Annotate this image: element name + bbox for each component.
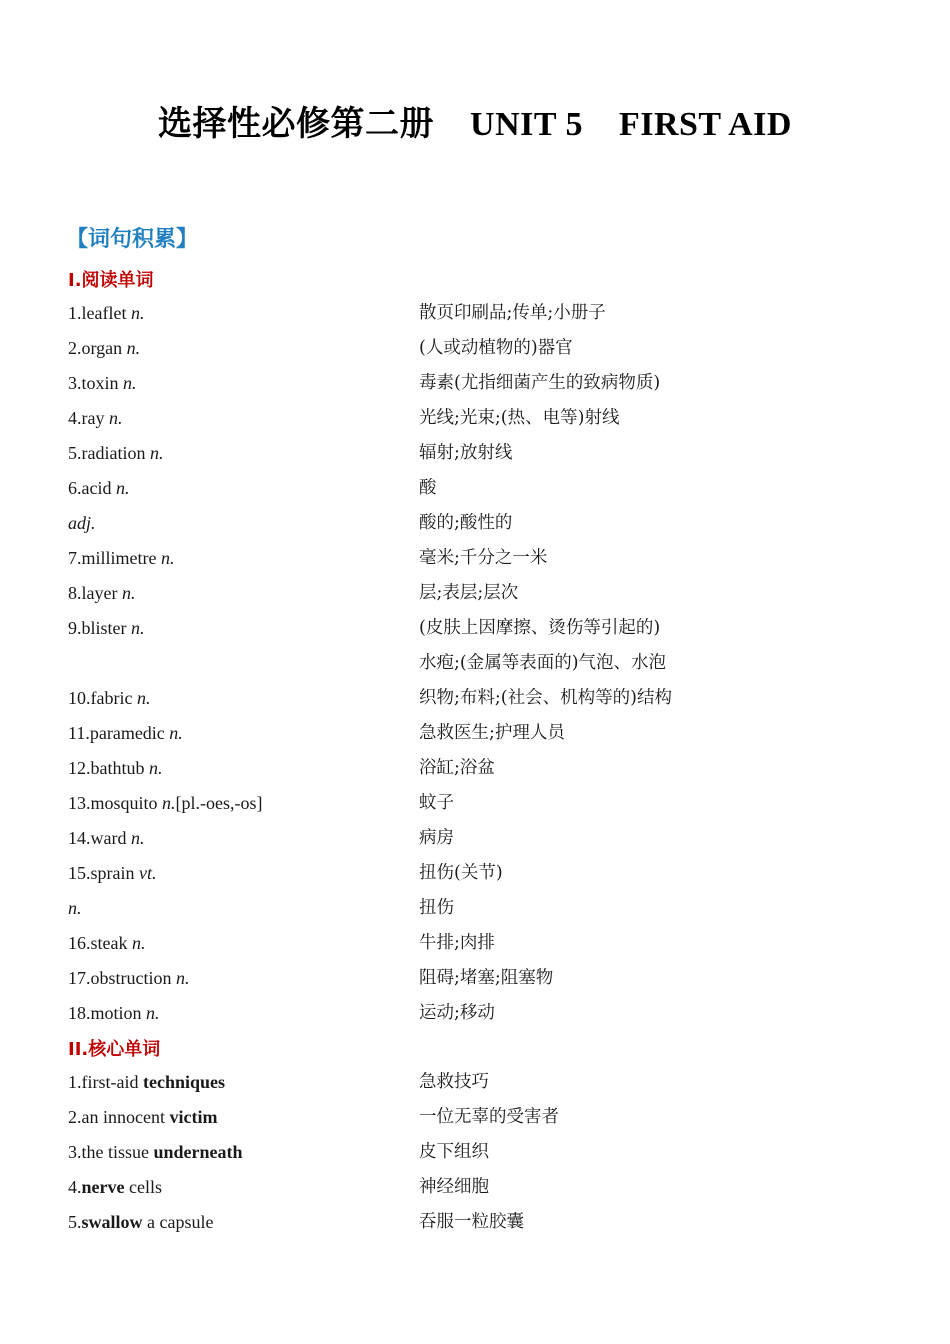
vocab-row xyxy=(68,896,888,931)
vocab-meaning: 病房 xyxy=(419,828,454,848)
item-number: 5. xyxy=(68,1212,82,1232)
vocab-term xyxy=(68,476,129,500)
vocab-meaning: 阻碍;堵塞;阻塞物 xyxy=(419,968,554,988)
part-of-speech: n. xyxy=(136,688,151,708)
phrase-row xyxy=(68,1105,888,1140)
vocab-row xyxy=(68,791,888,826)
vocab-word: layer xyxy=(81,583,122,603)
phrase-prefix: an innocent xyxy=(81,1107,170,1127)
vocab-term xyxy=(68,826,144,850)
vocab-meaning: 光线;光束;(热、电等)射线 xyxy=(419,408,620,428)
vocab-term xyxy=(68,756,163,780)
vocab-meaning: 织物;布料;(社会、机构等的)结构 xyxy=(419,688,672,708)
part-of-speech: n. xyxy=(149,758,163,778)
vocab-meaning: 浴缸;浴盆 xyxy=(419,758,495,778)
vocab-row xyxy=(68,441,888,476)
vocab-meaning: 散页印刷品;传单;小册子 xyxy=(419,303,606,323)
part-of-speech: n. xyxy=(176,968,190,988)
vocab-word: acid xyxy=(81,478,116,498)
vocab-row xyxy=(68,686,888,721)
vocab-meaning: 酸的;酸性的 xyxy=(419,513,513,533)
phrase-term xyxy=(68,1140,243,1164)
item-number: 4. xyxy=(68,1177,82,1197)
part-of-speech: n. xyxy=(131,618,145,638)
vocab-meaning: 运动;移动 xyxy=(419,1003,495,1023)
part-of-speech: n. xyxy=(149,443,164,463)
item-number: 16. xyxy=(68,933,91,953)
item-number: 14. xyxy=(68,828,91,848)
phrase-term xyxy=(68,1070,225,1094)
phrase-term xyxy=(68,1175,162,1199)
item-number: 5. xyxy=(68,443,82,463)
vocab-row xyxy=(68,616,888,651)
reading-words-heading: I.阅读单词 xyxy=(68,270,154,291)
part-of-speech: n. xyxy=(115,478,130,498)
vocab-row xyxy=(68,371,888,406)
vocab-term xyxy=(68,1001,160,1025)
vocab-term xyxy=(68,791,263,815)
page-title: 选择性必修第二册 UNIT 5 FIRST AID xyxy=(158,106,792,143)
core-word: techniques xyxy=(142,1072,225,1092)
vocab-term xyxy=(68,546,174,570)
phrase-prefix: the tissue xyxy=(81,1142,154,1162)
plural-note: [pl.-oes,-os] xyxy=(175,793,263,813)
vocab-term xyxy=(68,511,96,535)
vocab-row xyxy=(68,581,888,616)
item-number: 7. xyxy=(68,548,82,568)
phrase-meaning: 一位无辜的受害者 xyxy=(419,1107,559,1127)
phrase-suffix: cells xyxy=(124,1177,162,1197)
phrase-row xyxy=(68,1070,888,1105)
core-word: nerve xyxy=(81,1177,125,1197)
reading-words-list xyxy=(68,301,888,1036)
part-of-speech: n. xyxy=(130,828,145,848)
part-of-speech: n. xyxy=(121,583,136,603)
vocab-row xyxy=(68,861,888,896)
vocab-term xyxy=(68,301,144,325)
vocab-word: organ xyxy=(81,338,127,358)
part-of-speech: n. xyxy=(146,1003,160,1023)
vocab-term xyxy=(68,861,157,885)
vocab-word: ward xyxy=(90,828,131,848)
part-of-speech: vt. xyxy=(139,863,157,883)
vocab-meaning: 牛排;肉排 xyxy=(419,933,495,953)
vocab-row xyxy=(68,651,888,686)
item-number: 10. xyxy=(68,688,91,708)
phrase-term xyxy=(68,1210,213,1234)
phrase-meaning: 急救技巧 xyxy=(419,1072,489,1092)
item-number: 12. xyxy=(68,758,91,778)
part-of-speech: n. xyxy=(130,303,145,323)
vocab-meaning: 层;表层;层次 xyxy=(419,583,519,603)
vocab-meaning: 蚊子 xyxy=(419,793,454,813)
vocab-word: toxin xyxy=(81,373,124,393)
section-heading: 【词句积累】 xyxy=(66,227,199,252)
item-number: 4. xyxy=(68,408,82,428)
core-word: underneath xyxy=(153,1142,243,1162)
vocab-row xyxy=(68,931,888,966)
vocab-word: steak xyxy=(90,933,132,953)
vocab-meaning: 急救医生;护理人员 xyxy=(419,723,565,743)
vocab-term xyxy=(68,896,82,920)
item-number: 2. xyxy=(68,338,82,358)
item-number: 6. xyxy=(68,478,82,498)
vocab-term xyxy=(68,931,145,955)
phrase-term xyxy=(68,1105,217,1129)
item-number: 15. xyxy=(68,863,91,883)
vocab-meaning: 扭伤(关节) xyxy=(419,863,503,883)
vocab-word: obstruction xyxy=(90,968,176,988)
part-of-speech: n. xyxy=(131,933,146,953)
vocab-term xyxy=(68,441,163,465)
vocab-word: blister xyxy=(81,618,131,638)
item-number: 11. xyxy=(68,723,90,743)
vocab-meaning: 毒素(尤指细菌产生的致病物质) xyxy=(419,373,661,393)
core-words-heading: II.核心单词 xyxy=(68,1039,161,1060)
item-number: 2. xyxy=(68,1107,82,1127)
vocab-row xyxy=(68,1001,888,1036)
vocab-word: paramedic xyxy=(89,723,170,743)
phrase-meaning: 吞服一粒胶囊 xyxy=(419,1212,524,1232)
core-word: victim xyxy=(169,1107,218,1127)
vocab-word: millimetre xyxy=(81,548,161,568)
part-of-speech: n. xyxy=(68,898,82,918)
part-of-speech: n. xyxy=(162,793,176,813)
core-words-list xyxy=(68,1070,888,1245)
phrase-row xyxy=(68,1140,888,1175)
part-of-speech: n. xyxy=(108,408,123,428)
vocab-row xyxy=(68,336,888,371)
vocab-term xyxy=(68,581,135,605)
vocab-row xyxy=(68,546,888,581)
vocab-row xyxy=(68,966,888,1001)
vocab-term xyxy=(68,616,145,640)
vocab-word: motion xyxy=(90,1003,147,1023)
vocab-term xyxy=(68,721,183,745)
item-number: 9. xyxy=(68,618,82,638)
vocab-word: radiation xyxy=(81,443,150,463)
vocab-term xyxy=(68,686,150,710)
item-number: 1. xyxy=(68,303,82,323)
phrase-row xyxy=(68,1175,888,1210)
vocab-term xyxy=(68,371,137,395)
vocab-meaning: 酸 xyxy=(419,478,437,498)
item-number: 17. xyxy=(68,968,91,988)
part-of-speech: n. xyxy=(126,338,141,358)
item-number: 13. xyxy=(68,793,91,813)
phrase-meaning: 皮下组织 xyxy=(419,1142,489,1162)
vocab-row xyxy=(68,721,888,756)
part-of-speech: n. xyxy=(123,373,137,393)
item-number: 3. xyxy=(68,373,82,393)
vocab-word: mosquito xyxy=(90,793,163,813)
vocab-row xyxy=(68,511,888,546)
part-of-speech: adj. xyxy=(68,513,96,533)
part-of-speech: n. xyxy=(169,723,183,743)
item-number: 1. xyxy=(68,1072,82,1092)
vocab-meaning: (皮肤上因摩擦、烫伤等引起的) xyxy=(419,618,661,638)
vocab-term xyxy=(68,336,140,360)
vocab-row xyxy=(68,406,888,441)
vocab-word: leaflet xyxy=(81,303,131,323)
vocab-meaning: 辐射;放射线 xyxy=(419,443,513,463)
phrase-row xyxy=(68,1210,888,1245)
vocab-row xyxy=(68,476,888,511)
part-of-speech: n. xyxy=(160,548,175,568)
item-number: 3. xyxy=(68,1142,82,1162)
phrase-prefix: first-aid xyxy=(81,1072,143,1092)
phrase-suffix: a capsule xyxy=(142,1212,214,1232)
vocab-row xyxy=(68,826,888,861)
vocab-term xyxy=(68,966,190,990)
vocab-term xyxy=(68,406,122,430)
vocab-meaning: 水疱;(金属等表面的)气泡、水泡 xyxy=(419,653,667,673)
item-number: 8. xyxy=(68,583,82,603)
vocab-word: sprain xyxy=(90,863,139,883)
vocab-meaning: 扭伤 xyxy=(419,898,454,918)
vocab-row xyxy=(68,756,888,791)
phrase-meaning: 神经细胞 xyxy=(419,1177,489,1197)
vocab-meaning: (人或动植物的)器官 xyxy=(419,338,573,358)
core-word: swallow xyxy=(81,1212,143,1232)
item-number: 18. xyxy=(68,1003,91,1023)
vocab-word: bathtub xyxy=(90,758,149,778)
vocab-row xyxy=(68,301,888,336)
vocab-word: fabric xyxy=(90,688,137,708)
vocab-meaning: 毫米;千分之一米 xyxy=(419,548,548,568)
vocab-word: ray xyxy=(81,408,109,428)
